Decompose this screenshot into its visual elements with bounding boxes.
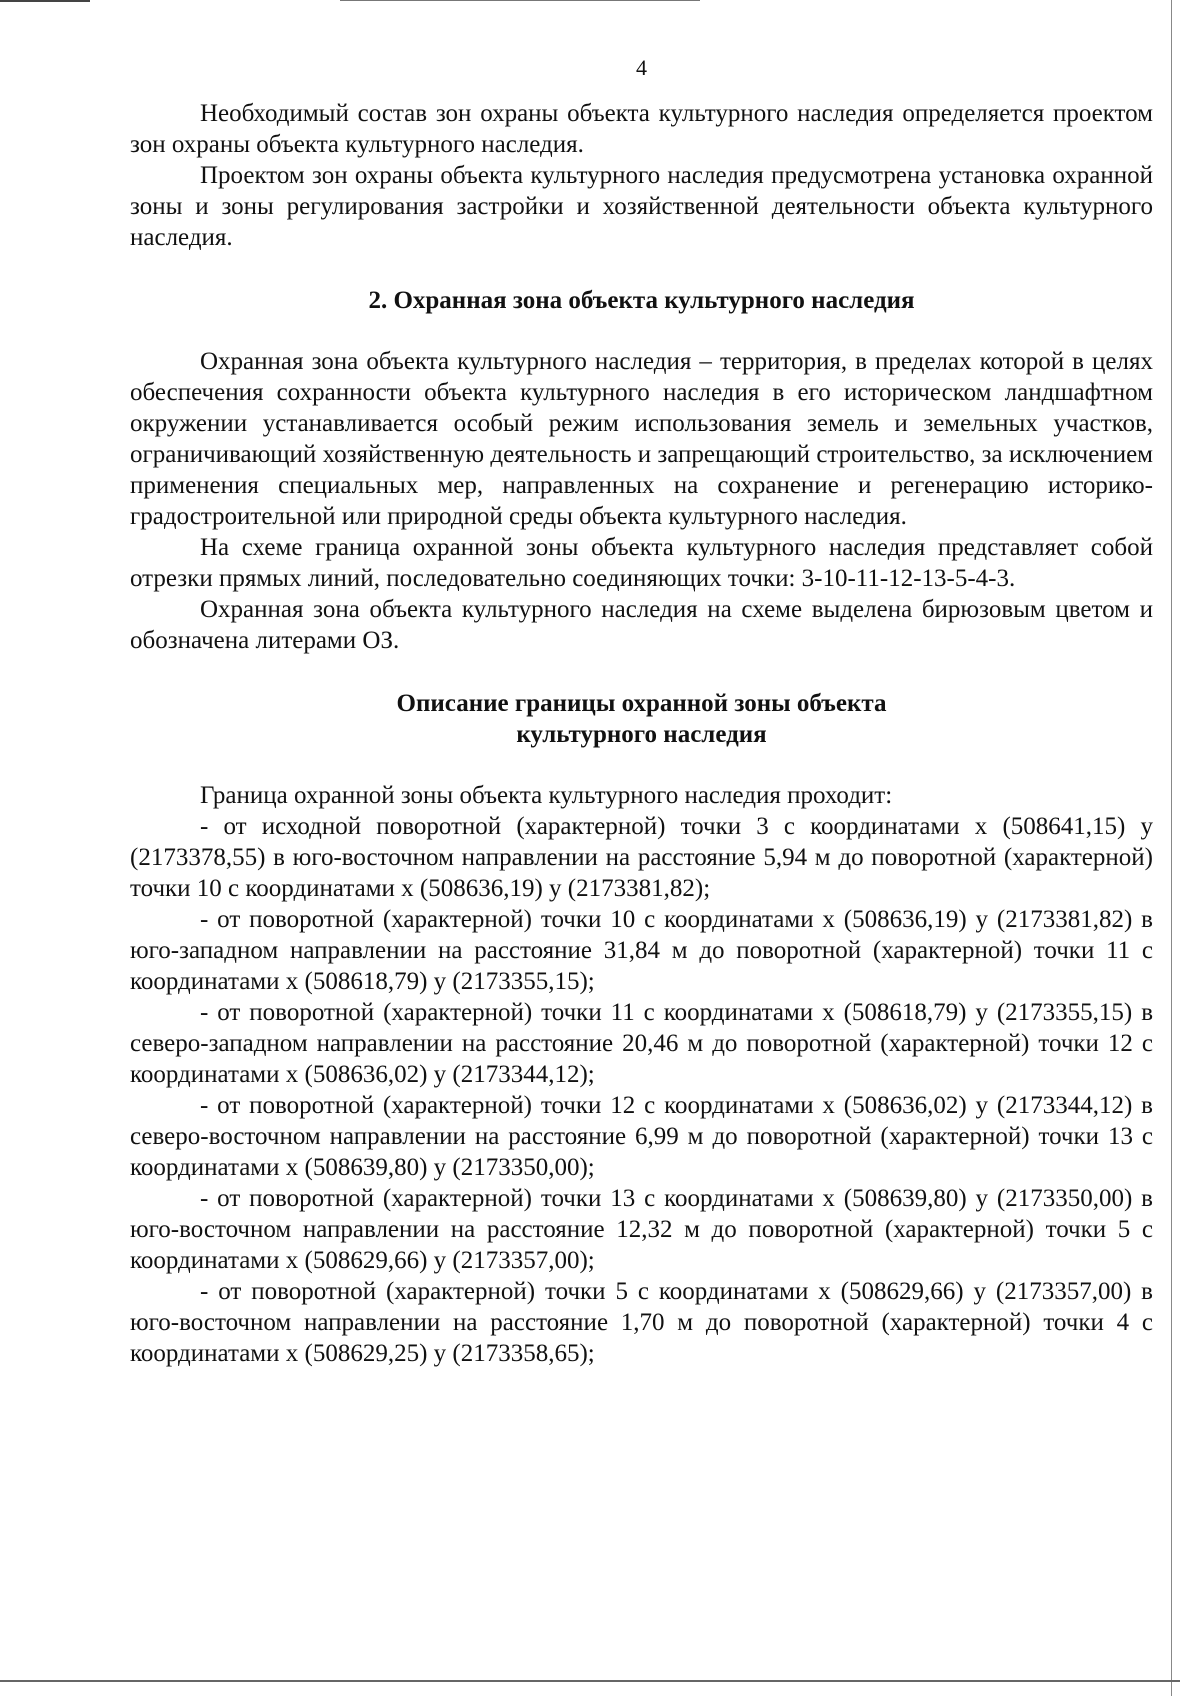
- scan-artifact-line: [0, 0, 90, 2]
- scan-artifact-edge: [0, 1680, 1180, 1682]
- boundary-item: - от исходной поворотной (характерной) точки 3 с координатами х (508641,15) у (2173378,55) в юго-восточном направлении на расстояние 5,94 м до поворотной (характерной) точки 10 с координатами х (508636,19) у (2173381,82);: [130, 813, 1153, 902]
- boundary-heading-line: Описание границы охранной зоны объекта: [396, 690, 887, 717]
- boundary-item: - от поворотной (характерной) точки 13 с координатами х (508639,80) у (2173350,00) в юго-восточном направлении на расстояние 12,32 м до поворотной (характерной) точки 5 с координатами х (508629,66) у (2173357,00);: [130, 1185, 1153, 1274]
- boundary-intro: Граница охранной зоны объекта культурного наследия проходит:: [200, 782, 893, 809]
- boundary-heading-line: культурного наследия: [516, 721, 767, 748]
- boundary-heading: [130, 688, 1153, 750]
- section-paragraph: Охранная зона объекта культурного наследия – территория, в пределах которой в целях обеспечения сохранности объекта культурного наследия в его историческом ландшафтном окружении устанавливается особый режим использования земель и земельных участков, ограничивающий хозяйственную деятельность и запрещающий строительство, за исключением применения специальных мер, направленных на сохранение и регенерацию историко-градостроительной или природной среды объекта культурного наследия.: [130, 348, 1153, 530]
- boundary-item: - от поворотной (характерной) точки 5 с координатами х (508629,66) у (2173357,00) в юго-восточном направлении на расстояние 1,70 м до поворотной (характерной) точки 4 с координатами х (508629,25) у (2173358,65);: [130, 1278, 1153, 1367]
- boundary-item: - от поворотной (характерной) точки 11 с координатами х (508618,79) у (2173355,15) в северо-западном направлении на расстояние 20,46 м до поворотной (характерной) точки 12 с координатами х (508636,02) у (2173344,12);: [130, 999, 1153, 1088]
- page-number: 4: [636, 55, 647, 80]
- intro-paragraph: Необходимый состав зон охраны объекта культурного наследия определяется проектом зон охраны объекта культурного наследия.: [130, 100, 1153, 158]
- section-paragraph: На схеме граница охранной зоны объекта культурного наследия представляет собой отрезки прямых линий, последовательно соединяющих точки: 3-10-11-12-13-5-4-3.: [130, 534, 1153, 592]
- scan-artifact-edge: [1171, 0, 1172, 1696]
- boundary-item: - от поворотной (характерной) точки 10 с координатами х (508636,19) у (2173381,82) в юго-западном направлении на расстояние 31,84 м до поворотной (характерной) точки 11 с координатами х (508618,79) у (2173355,15);: [130, 906, 1153, 995]
- page-content: [130, 54, 1153, 1369]
- section-heading: 2. Охранная зона объекта культурного наследия: [368, 287, 915, 314]
- section-paragraph: Охранная зона объекта культурного наследия на схеме выделена бирюзовым цветом и обозначена литерами ОЗ.: [130, 596, 1153, 654]
- boundary-item: - от поворотной (характерной) точки 12 с координатами х (508636,02) у (2173344,12) в северо-восточном направлении на расстояние 6,99 м до поворотной (характерной) точки 13 с координатами х (508639,80) у (2173350,00);: [130, 1092, 1153, 1181]
- intro-paragraph: Проектом зон охраны объекта культурного наследия предусмотрена установка охранной зоны и зоны регулирования застройки и хозяйственной деятельности объекта культурного наследия.: [130, 162, 1153, 251]
- scan-artifact-line: [340, 0, 700, 1]
